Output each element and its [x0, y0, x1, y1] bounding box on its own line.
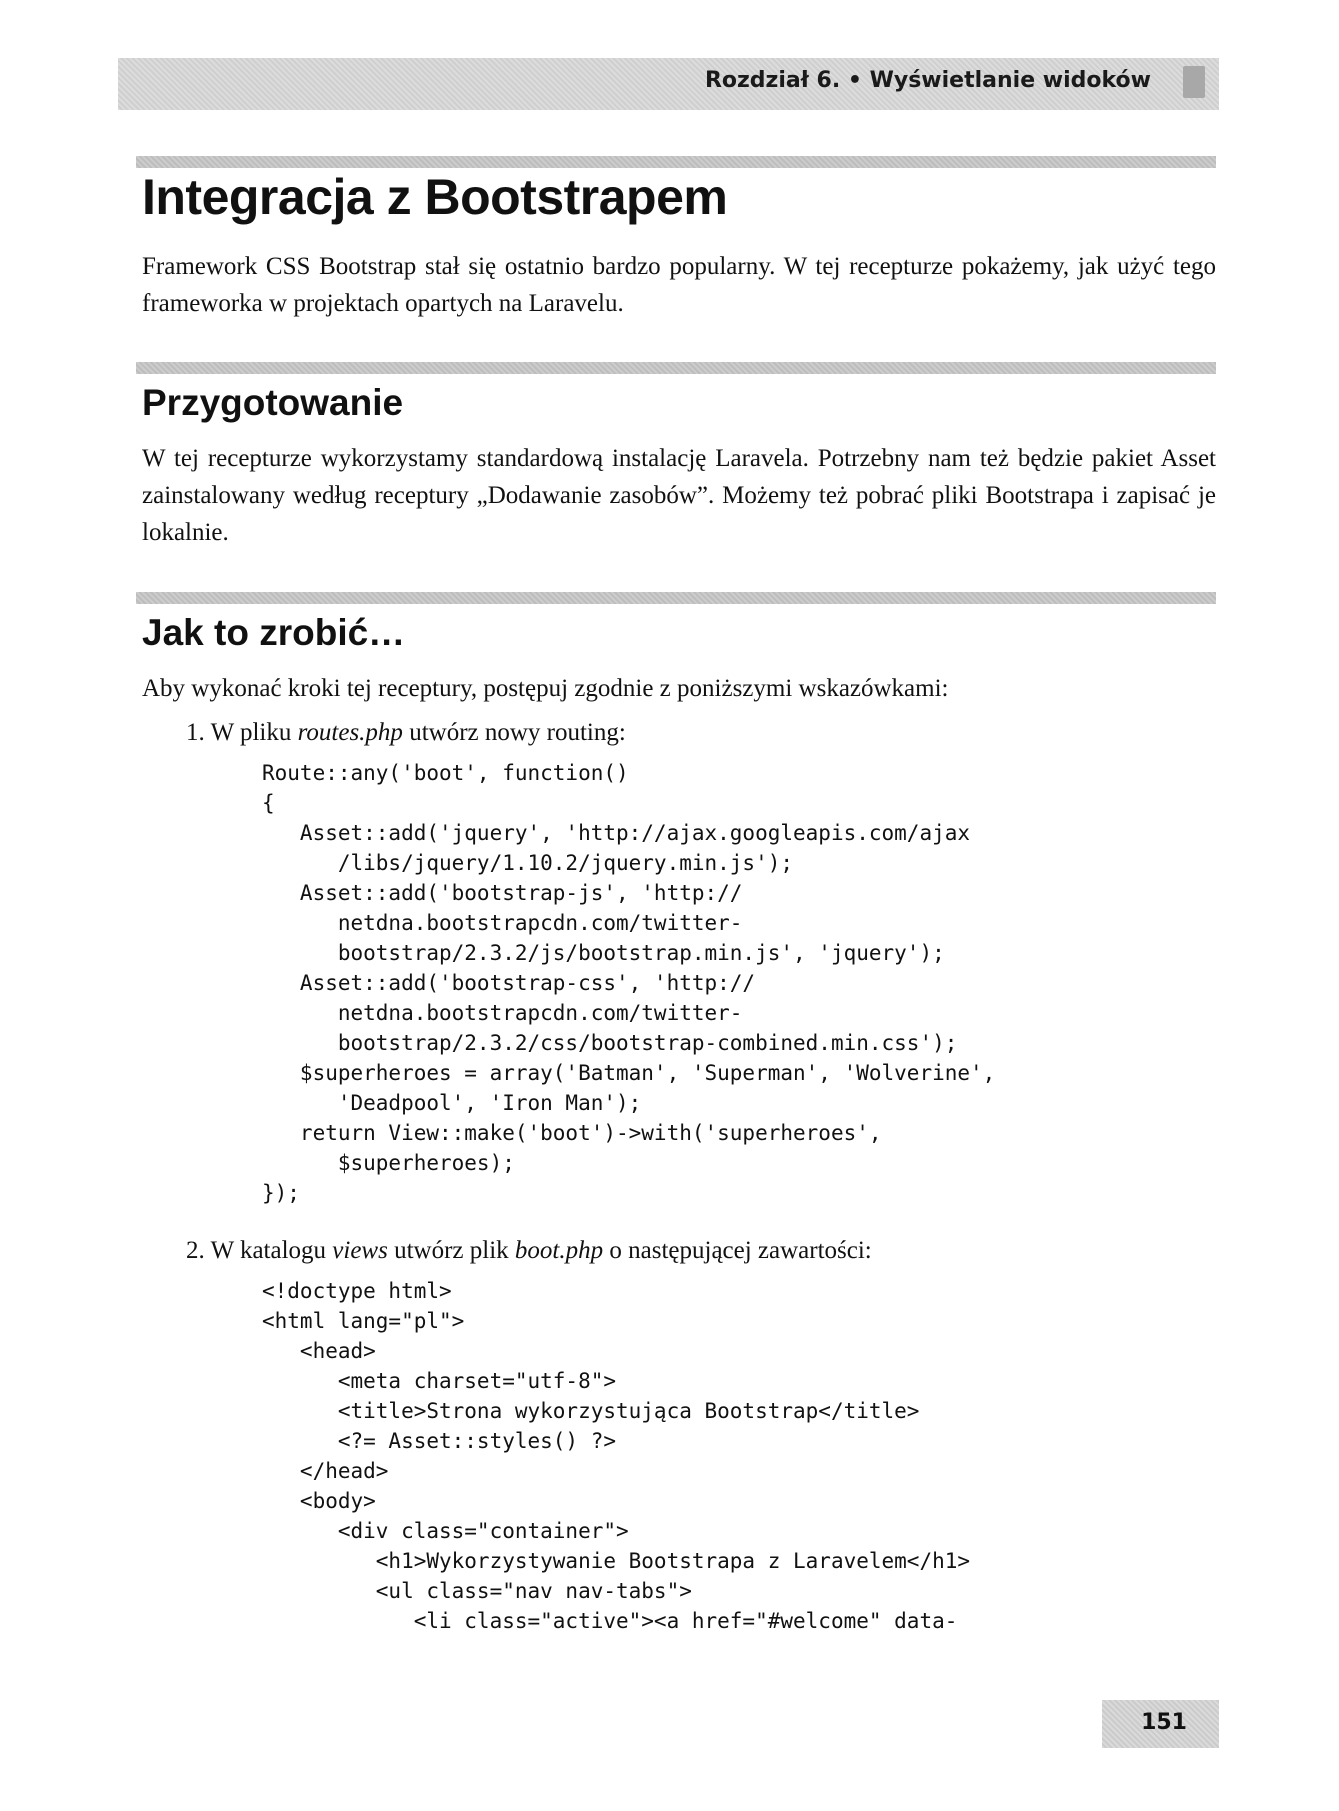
code-listing-view: <!doctype html> <html lang="pl"> <head> <meta charset="utf-8"> <title>Strona wykorzystująca Bootstrap</title> <?= Asset::styles() ?> </head> <body> <div class="container"> <h1>Wykorzystywanie Bootstrapa z Laravelem</h1> <ul class="nav nav-tabs"> <li class="active"><a href="#welcome" data-	[262, 1279, 971, 1633]
filename: boot.php	[514, 1237, 604, 1264]
step-2	[186, 1232, 872, 1269]
section-rule	[136, 362, 1216, 374]
preparation-paragraph: W tej recepturze wykorzystamy standardową instalację Laravela. Potrzebny nam też będzie pakiet Asset zainstalowany według receptury „Dodawanie zasobów”. Możemy też pobrać pliki Bootstrapa i zapisać je lokalnie.	[142, 445, 1216, 546]
step-text: o następującej zawartości:	[609, 1237, 872, 1264]
running-header	[118, 58, 1219, 110]
page-tab-marker	[1183, 66, 1205, 98]
page-title: Integracja z Bootstrapem	[142, 169, 728, 225]
step-text: utwórz nowy routing:	[409, 719, 626, 746]
step-number: 2.	[186, 1237, 205, 1264]
section-heading-howto: Jak to zrobić…	[142, 612, 406, 653]
page-number-band	[1102, 1700, 1219, 1748]
code-listing-routes: Route::any('boot', function() { Asset::add('jquery', 'http://ajax.googleapis.com/ajax /libs/jquery/1.10.2/jquery.min.js'); Asset::add('bootstrap-js', 'http:// netdna.bootstrapcdn.com/twitter- bootstrap/2.3.2/js/bootstrap.min.js', 'jquery'); Asset::add('bootstrap-css', 'http:// netdna.bootstrapcdn.com/twitter- bootstrap/2.3.2/css/bootstrap-combined.min.css'); $superheroes = array('Batman', 'Superman', 'Wolverine', 'Deadpool', 'Iron Man'); return View::make('boot')->with('superheroes', $superheroes); });	[262, 761, 996, 1205]
page-number: 151	[1141, 1710, 1187, 1735]
step-number: 1.	[186, 719, 205, 746]
filename: routes.php	[297, 719, 403, 746]
step-text: utwórz plik	[394, 1237, 509, 1264]
section-rule	[136, 156, 1216, 168]
section-heading-preparation: Przygotowanie	[142, 382, 404, 423]
running-title: Rozdział 6. • Wyświetlanie widoków	[704, 68, 1151, 93]
howto-paragraph: Aby wykonać kroki tej receptury, postępuj zgodnie z poniższymi wskazówkami:	[142, 675, 949, 702]
directory-name: views	[332, 1237, 388, 1264]
section-rule	[136, 592, 1216, 604]
step-text: W pliku	[210, 719, 292, 746]
intro-paragraph: Framework CSS Bootstrap stał się ostatnio bardzo popularny. W tej recepturze pokażemy, jak użyć tego frameworka w projektach opartych na Laravelu.	[142, 253, 1216, 317]
step-1	[186, 714, 626, 751]
step-text: W katalogu	[210, 1237, 327, 1264]
